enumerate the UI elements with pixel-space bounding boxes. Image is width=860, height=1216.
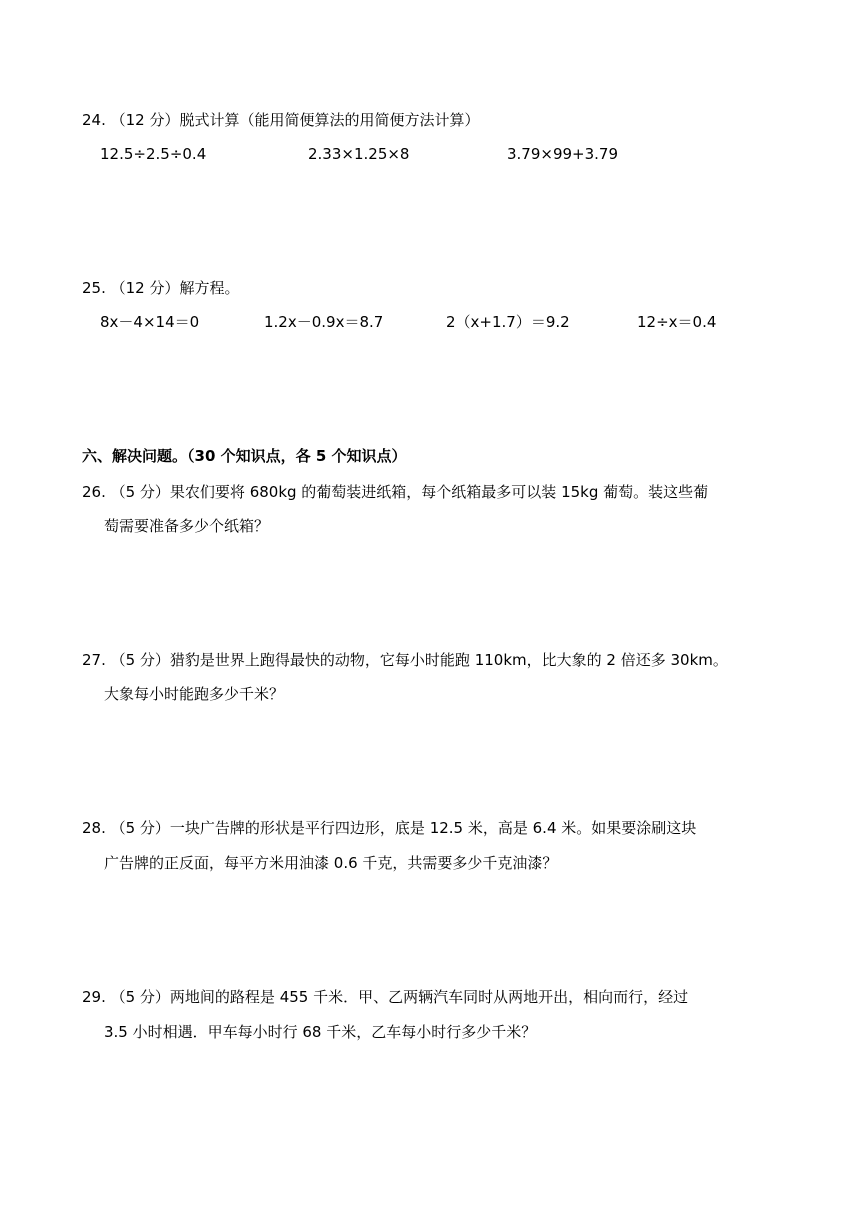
q25-equation-1: 8x－4×14＝0 — [100, 313, 200, 331]
q25-equation-2: 1.2x－0.9x＝8.7 — [264, 313, 384, 331]
q24-expression-2: 2.33×1.25×8 — [308, 145, 410, 163]
question-28-line-1: 28. （5 分）一块广告牌的形状是平行四边形，底是 12.5 米，高是 6.4 米。如果要涂刷这块 — [82, 819, 697, 837]
q25-equation-3: 2（x+1.7）＝9.2 — [446, 313, 570, 331]
question-27-line-2: 大象每小时能跑多少千米？ — [104, 685, 285, 703]
question-27-line-1: 27. （5 分）猎豹是世界上跑得最快的动物，它每小时能跑 110km，比大象的 2 倍还多 30km。 — [82, 651, 728, 669]
question-25-title: 25. （12 分）解方程。 — [82, 279, 240, 297]
question-28-line-2: 广告牌的正反面，每平方米用油漆 0.6 千克，共需要多少千克油漆？ — [104, 854, 558, 872]
question-24-title: 24. （12 分）脱式计算（能用简便算法的用简便方法计算） — [82, 111, 480, 129]
q24-expression-3: 3.79×99+3.79 — [507, 145, 619, 163]
q25-equation-4: 12÷x＝0.4 — [637, 313, 717, 331]
question-26-line-2: 萄需要准备多少个纸箱？ — [104, 517, 270, 535]
question-29-line-2: 3.5 小时相遇．甲车每小时行 68 千米，乙车每小时行多少千米？ — [104, 1023, 537, 1041]
question-26-line-1: 26. （5 分）果农们要将 680kg 的葡萄装进纸箱，每个纸箱最多可以装 15kg 葡萄。装这些葡 — [82, 483, 709, 501]
question-29-line-1: 29. （5 分）两地间的路程是 455 千米．甲、乙两辆汽车同时从两地开出，相向而行，经过 — [82, 988, 689, 1006]
q24-expression-1: 12.5÷2.5÷0.4 — [100, 145, 207, 163]
section-6-heading: 六、解决问题。（30 个知识点，各 5 个知识点） — [82, 447, 407, 465]
